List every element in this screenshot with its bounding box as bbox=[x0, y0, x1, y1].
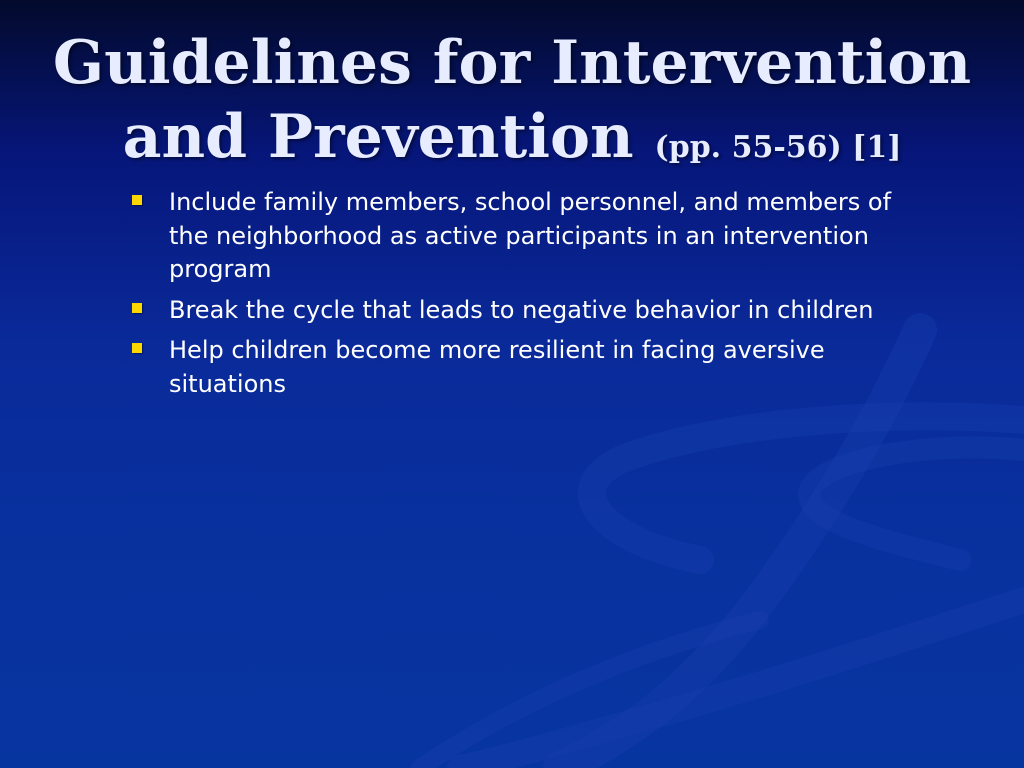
bullet-text: Break the cycle that leads to negative behavior in children bbox=[169, 295, 874, 324]
bullet-list bbox=[130, 186, 920, 408]
bullet-text: Help children become more resilient in facing aversive situations bbox=[169, 336, 825, 398]
slide-title bbox=[0, 26, 1024, 185]
slide-title-main: Guidelines for Intervention and Prevention bbox=[52, 28, 972, 172]
bullet-item bbox=[130, 334, 920, 401]
bullet-text: Include family members, school personnel, and members of the neighborhood as active participants in an intervention program bbox=[169, 188, 892, 283]
slide-title-page-reference: (pp. 55-56) [1] bbox=[654, 130, 902, 165]
square-bullet-icon bbox=[132, 343, 142, 353]
bullet-item bbox=[130, 294, 920, 328]
square-bullet-icon bbox=[132, 303, 142, 313]
bullet-item bbox=[130, 186, 920, 287]
square-bullet-icon bbox=[132, 195, 142, 205]
